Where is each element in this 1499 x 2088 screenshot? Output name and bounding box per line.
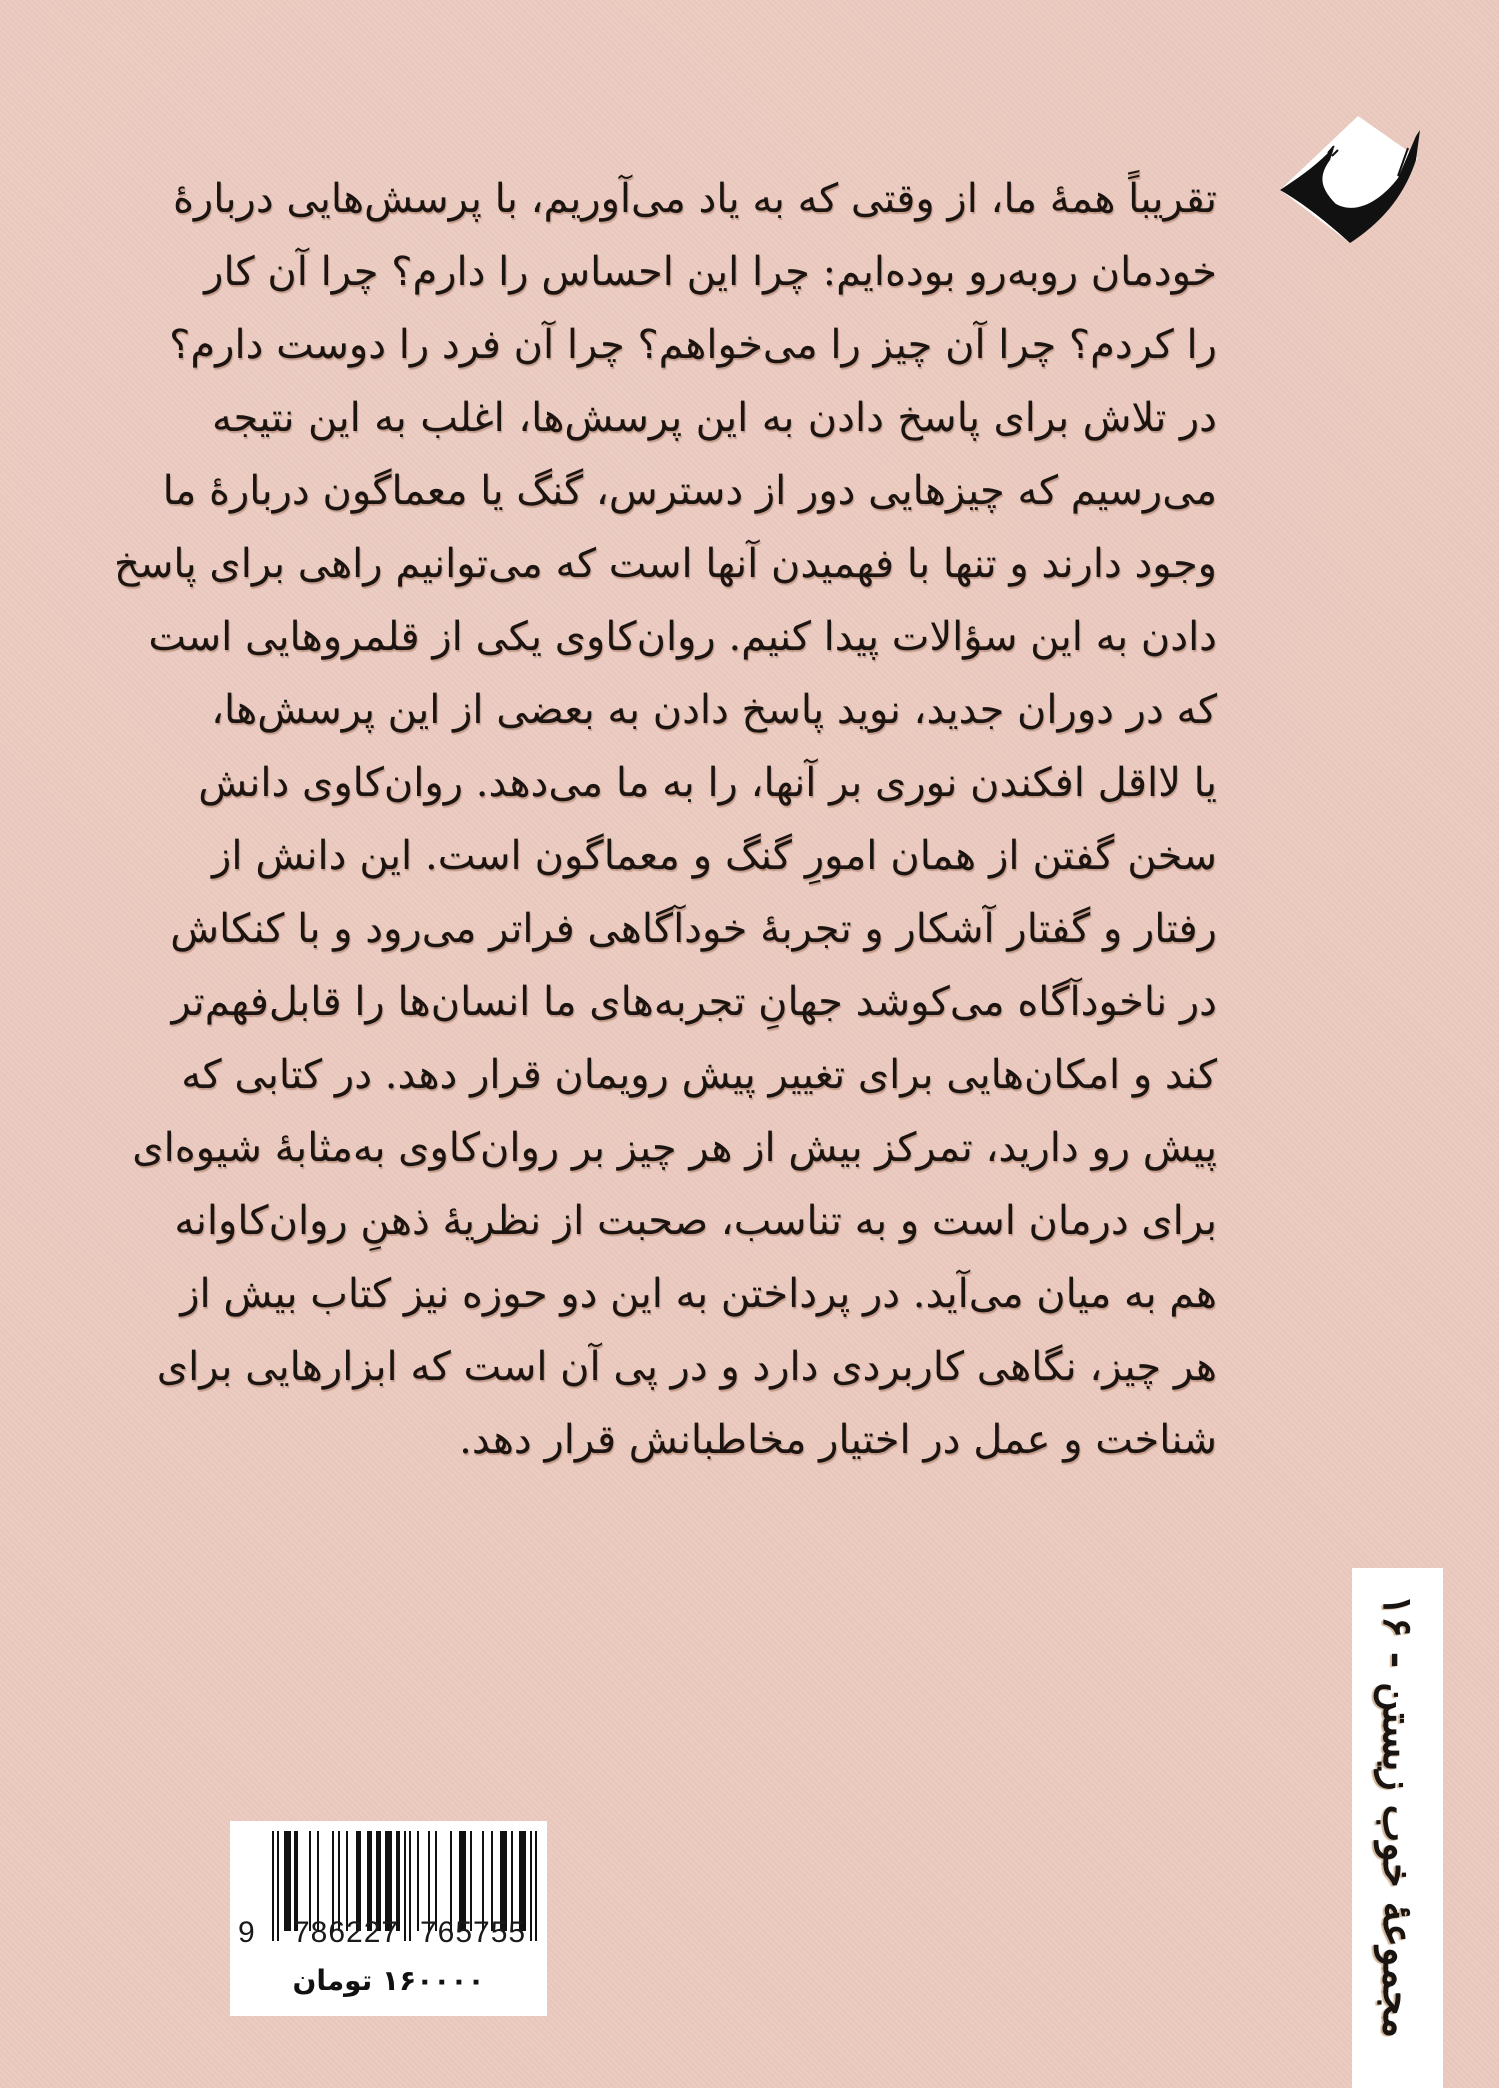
isbn-digits bbox=[238, 1916, 538, 1950]
blurb-line: پیش رو دارید، تمرکز بیش از هر چیز بر روان‌کاوی به‌مثابهٔ شیوه‌ای bbox=[132, 1125, 1217, 1171]
blurb-line: در تلاش برای پاسخ دادن به این پرسش‌ها، اغلب به این نتیجه bbox=[212, 395, 1217, 441]
blurb-line: دادن به این سؤالات پیدا کنیم. روان‌کاوی یکی از قلمروهایی است bbox=[148, 614, 1217, 660]
blurb-line: شناخت و عمل در اختیار مخاطبانش قرار دهد. bbox=[459, 1417, 1217, 1463]
isbn-lead-digit: 9 bbox=[238, 1916, 255, 1949]
blurb-line: رفتار و گفتار آشکار و تجربهٔ خودآگاهی فراتر می‌رود و با کنکاش bbox=[170, 906, 1217, 952]
series-strip bbox=[1352, 1568, 1443, 2088]
blurb-line: هم به میان می‌آید. در پرداختن به این دو حوزه نیز کتاب بیش از bbox=[180, 1271, 1217, 1317]
blurb-line: تقریباً همهٔ ما، از وقتی که به یاد می‌آوریم، با پرسش‌هایی دربارهٔ bbox=[172, 176, 1217, 222]
isbn-left-group: 786227 bbox=[293, 1916, 400, 1949]
series-title: مجموعهٔ خوب زیستن - ۱۶ bbox=[1374, 1594, 1421, 2038]
blurb-line: می‌رسیم که چیزهایی دور از دسترس، گنگ یا معماگون دربارهٔ ما bbox=[162, 468, 1217, 514]
blurb-line: که در دوران جدید، نوید پاسخ دادن به بعضی از این پرسش‌ها، bbox=[211, 687, 1217, 733]
isbn-right-group: 765755 bbox=[420, 1916, 527, 1949]
publisher-logo bbox=[1258, 108, 1438, 248]
blurb-line: سخن گفتن از همان امورِ گنگ و معماگون است. این دانش از bbox=[212, 833, 1217, 879]
blurb-line: هر چیز، نگاهی کاربردی دارد و در پی آن است که ابزارهایی برای bbox=[156, 1344, 1217, 1390]
blurb-line: یا لااقل افکندن نوری بر آنها، را به ما می‌دهد. روان‌کاوی دانش bbox=[198, 760, 1217, 806]
price-label: ۱۶۰۰۰۰ تومان bbox=[292, 1964, 485, 1997]
blurb-line: را کردم؟ چرا آن چیز را می‌خواهم؟ چرا آن فرد را دوست دارم؟ bbox=[169, 322, 1217, 368]
barcode-label bbox=[230, 1821, 547, 2016]
blurb-line: کند و امکان‌هایی برای تغییر پیش رویمان قرار دهد. در کتابی که bbox=[181, 1052, 1217, 1098]
blurb-line: برای درمان است و به تناسب، صحبت از نظریهٔ ذهنِ روان‌کاوانه bbox=[174, 1198, 1217, 1244]
blurb-line: خودمان روبه‌رو بوده‌ایم: چرا این احساس را دارم؟ چرا آن کار bbox=[204, 249, 1217, 295]
blurb-line: در ناخودآگاه می‌کوشد جهانِ تجربه‌های ما انسان‌ها را قابل‌فهم‌تر bbox=[171, 979, 1217, 1025]
back-cover-blurb bbox=[114, 163, 1217, 1477]
publisher-logo-brush-diamond-icon bbox=[1258, 108, 1438, 248]
blurb-line: وجود دارند و تنها با فهمیدن آنها است که می‌توانیم راهی برای پاسخ bbox=[114, 541, 1217, 587]
